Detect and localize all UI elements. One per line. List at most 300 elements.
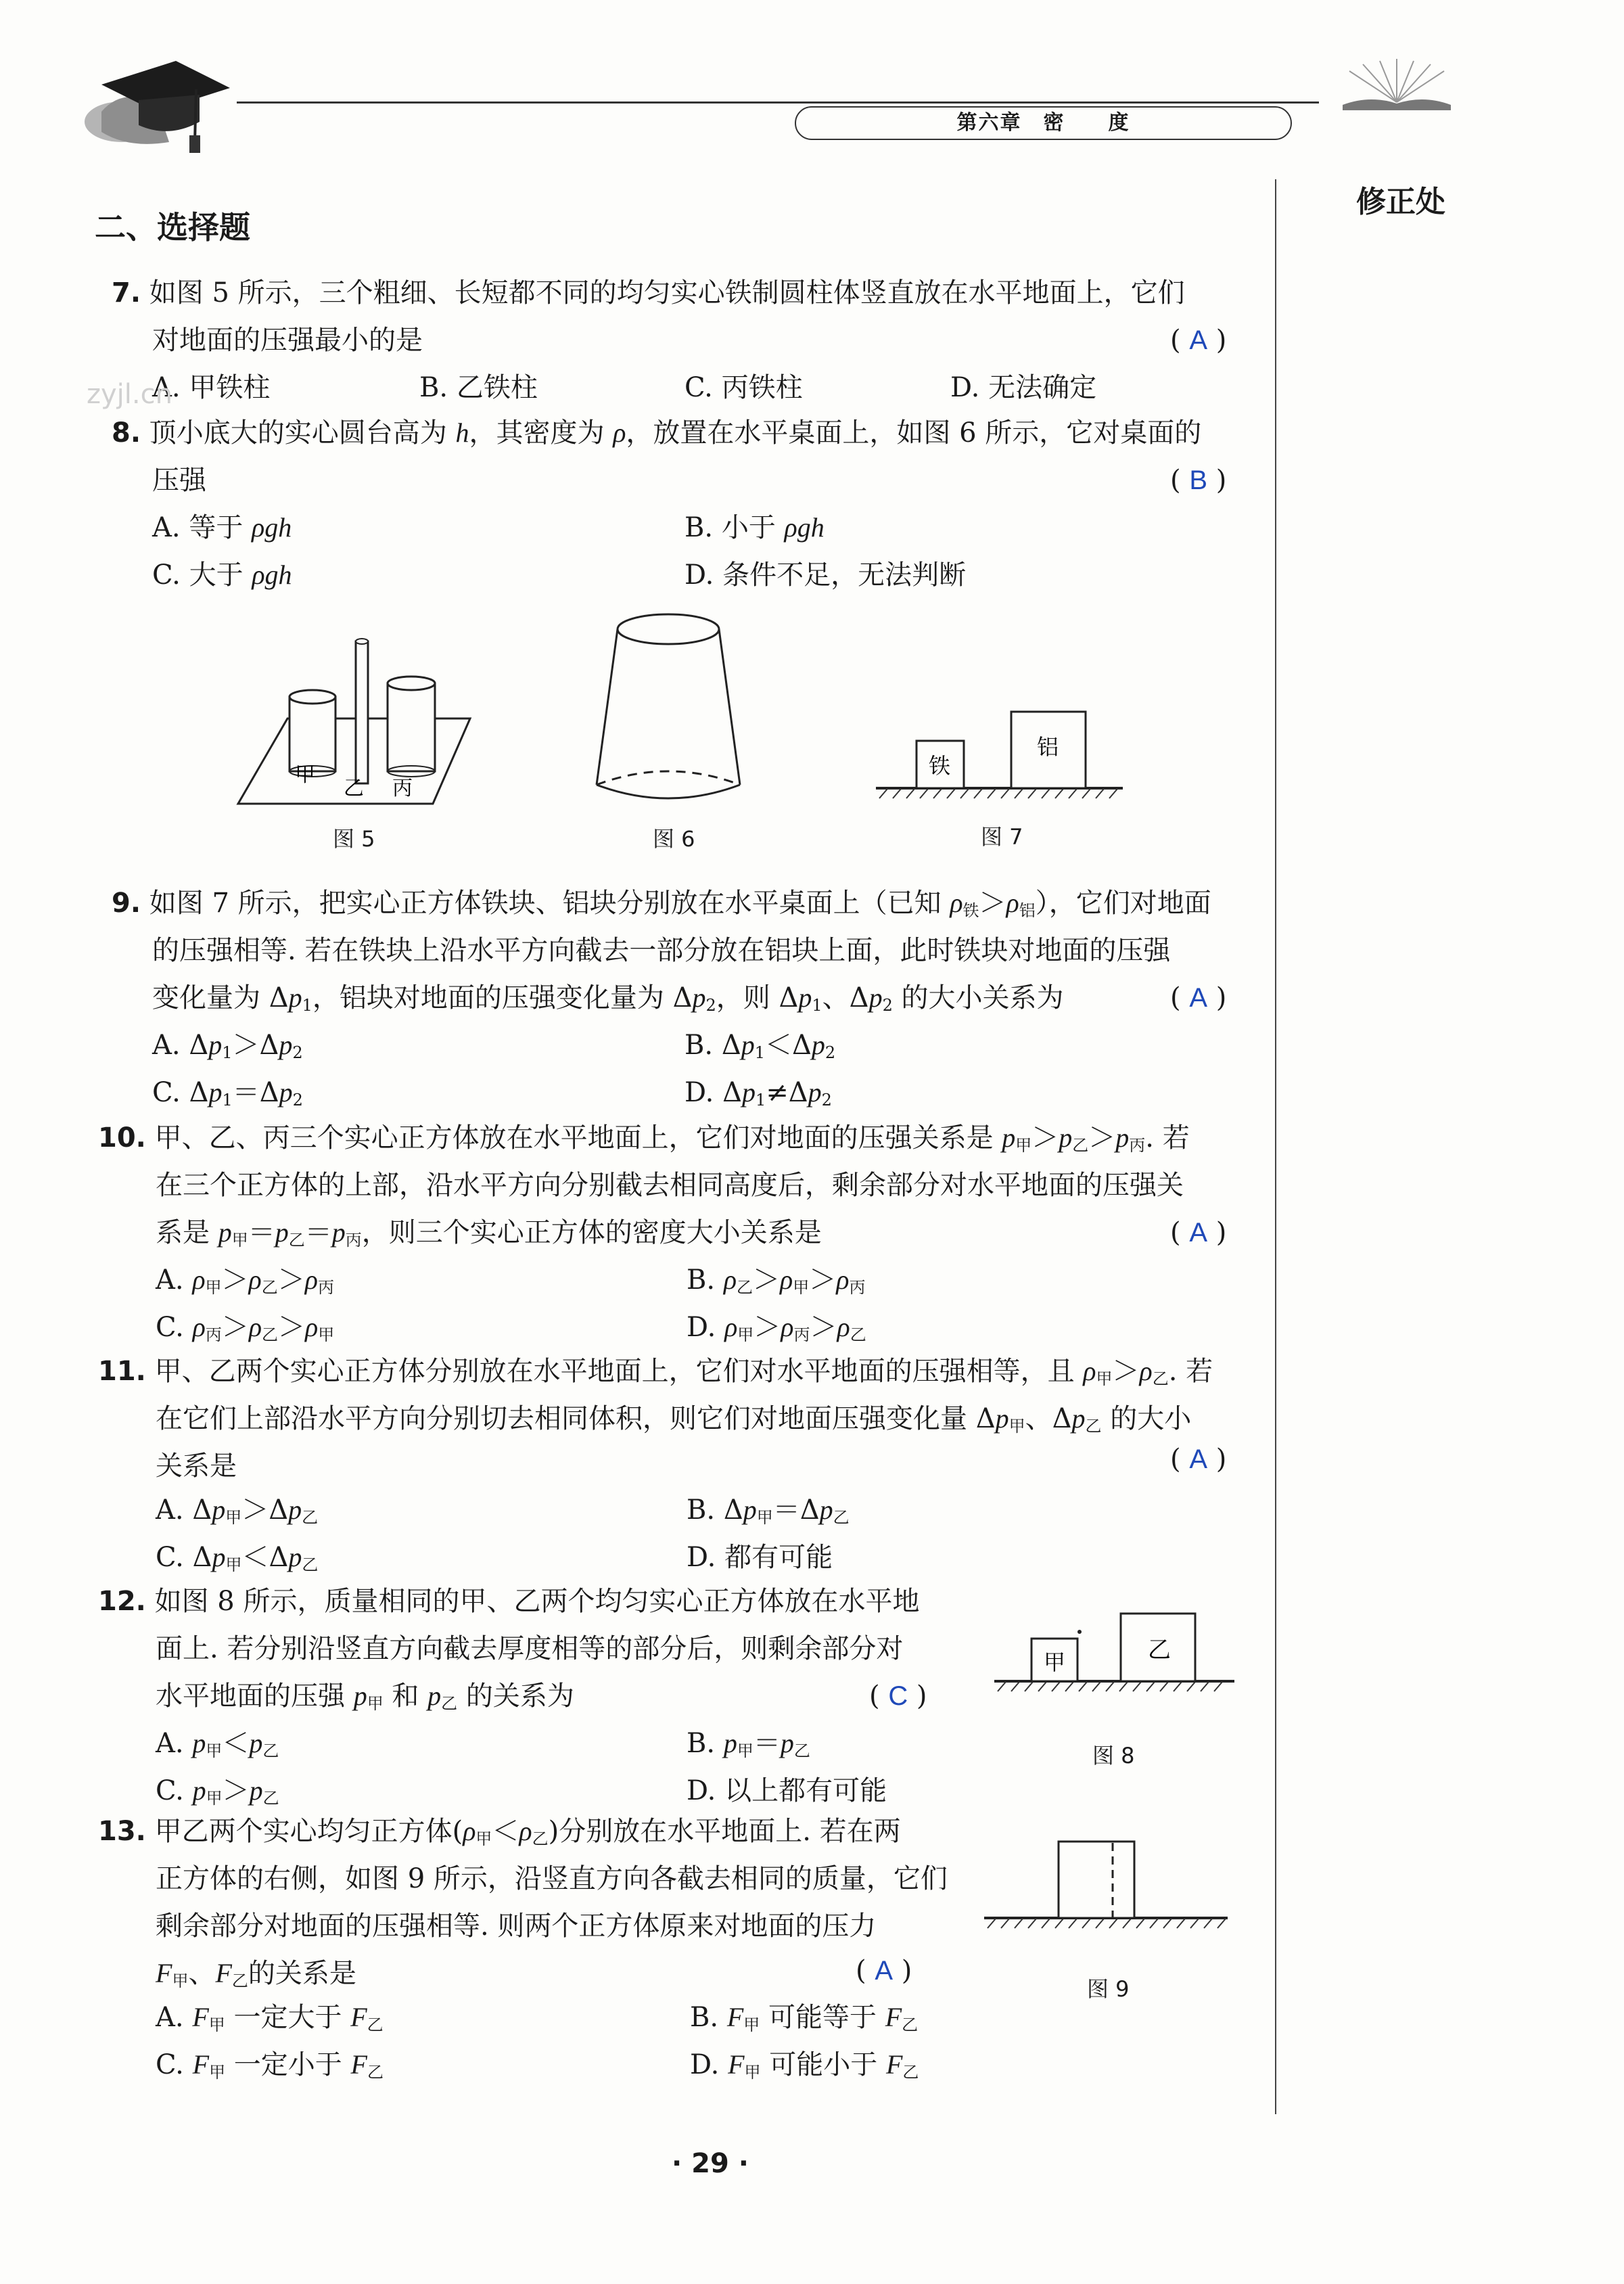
subscript: 乙 — [302, 1508, 319, 1527]
subscript: 铝 — [1019, 901, 1036, 920]
subscript: 甲 — [209, 2063, 226, 2082]
label-jia: 甲 — [295, 763, 315, 787]
answer-bracket-10: ( A ) — [1170, 1217, 1227, 1248]
subscript: 1 — [755, 1091, 766, 1110]
subscript: 乙 — [262, 1325, 279, 1344]
symbol: F — [192, 2049, 210, 2080]
text: ，则三个实心正方体的密度大小关系是 — [361, 1217, 822, 1248]
question-10 — [98, 1114, 1190, 1169]
subscript: 乙 — [793, 1741, 810, 1760]
text: 的大小关系为 — [892, 982, 1064, 1013]
symbol: p — [1059, 1122, 1073, 1153]
subscript: 乙 — [833, 1508, 850, 1527]
symbol: ρ — [463, 1816, 476, 1846]
option-b — [690, 1994, 918, 2049]
subscript: 甲 — [208, 2015, 225, 2034]
symbol: p — [798, 982, 812, 1013]
text: ＞ — [1112, 1356, 1140, 1387]
question-12 — [98, 1578, 919, 1625]
symbol: p — [868, 982, 883, 1013]
question-7 — [112, 269, 1185, 317]
symbol: F — [350, 2049, 367, 2080]
text: ＝ — [772, 1494, 800, 1526]
text: B. Δ — [685, 1030, 741, 1061]
section-title: 二、选择题 — [95, 209, 250, 246]
option-d — [690, 2041, 919, 2096]
text: 甲、乙、丙三个实心正方体放在水平地面上，它们对地面的压强关系是 — [154, 1122, 1002, 1154]
subscript: 甲 — [1008, 1417, 1025, 1436]
symbol: p — [819, 1494, 833, 1525]
text: ＜ — [492, 1816, 519, 1847]
text: Δ — [269, 1542, 289, 1573]
subscript: 乙 — [367, 2063, 384, 2082]
subscript: 1 — [302, 996, 312, 1015]
answer: A — [875, 1956, 894, 1986]
text: 可能等于 — [760, 2002, 885, 2033]
option-a — [152, 1022, 303, 1076]
label-yi: 乙 — [1148, 1637, 1171, 1664]
symbol: p — [208, 1030, 223, 1060]
subscript: 2 — [292, 1043, 303, 1062]
text: 水平地面的压强 — [156, 1681, 354, 1712]
subscript: 1 — [812, 996, 822, 1015]
question-9-line3 — [152, 974, 1064, 1029]
symbol: p — [1071, 1403, 1086, 1434]
subscript: 丙 — [205, 1325, 222, 1344]
option-c — [156, 2041, 384, 2096]
question-11 — [98, 1348, 1213, 1402]
subscript: 乙 — [231, 1971, 248, 1990]
option-c — [152, 551, 292, 599]
text: ＞ — [232, 1030, 260, 1061]
subscript: 乙 — [262, 1741, 279, 1760]
figure-9 — [981, 1833, 1231, 1942]
text: Δ — [788, 1077, 808, 1108]
option-b — [687, 1720, 810, 1775]
text: ，放置在水平桌面上，如图 6 所示，它对桌面的 — [626, 417, 1202, 449]
answer-bracket-8: ( B ) — [1170, 465, 1227, 496]
text: ＜ — [222, 1728, 250, 1759]
option-b — [687, 1256, 865, 1311]
option-b — [685, 504, 825, 551]
symbol: p — [275, 1217, 289, 1248]
question-number: 11. — [98, 1356, 146, 1387]
subscript: 乙 — [902, 2015, 919, 2034]
text: B. Δ — [687, 1494, 743, 1526]
subscript: 乙 — [850, 1325, 866, 1344]
question-9 — [112, 880, 1211, 934]
symbol: ρ — [192, 1312, 206, 1342]
symbol: p — [249, 1775, 263, 1806]
symbol: p — [995, 1403, 1009, 1434]
text: Δ — [269, 1494, 289, 1526]
subscript: 1 — [222, 1043, 233, 1062]
header-rule — [237, 101, 1319, 104]
text: C. Δ — [156, 1542, 212, 1573]
symbol: p — [288, 1494, 302, 1525]
text: 、Δ — [822, 982, 869, 1013]
symbol: ρ — [248, 1312, 262, 1342]
text: ，其密度为 — [469, 417, 613, 449]
subscript: 甲 — [744, 2063, 761, 2082]
question-number: 12. — [98, 1586, 146, 1617]
text: ，铝块对地面的压强变化量为 Δ — [312, 982, 693, 1013]
symbol: ρ — [837, 1312, 850, 1342]
symbol: p — [692, 982, 706, 1013]
text: B. — [687, 1728, 716, 1759]
symbol: p — [780, 1728, 794, 1758]
sidebar-title: 修正处 — [1356, 185, 1445, 219]
symbol: p — [279, 1030, 293, 1060]
symbol: p — [279, 1077, 293, 1107]
subscript: 甲 — [206, 1741, 223, 1760]
symbol: p — [218, 1217, 232, 1248]
subscript: 乙 — [302, 1555, 319, 1574]
text: . 若 — [1168, 1356, 1213, 1387]
text: Δ — [792, 1030, 812, 1061]
page-number: · 29 · — [672, 2148, 749, 2179]
option-a: A. 甲铁柱 — [152, 372, 271, 403]
subscript: 甲 — [793, 1278, 810, 1297]
text: A. 等于 — [152, 512, 252, 543]
answer-bracket-11: ( A ) — [1170, 1444, 1227, 1475]
text: Δ — [259, 1030, 279, 1061]
text: 可能小于 — [760, 2049, 886, 2080]
symbol: p — [192, 1728, 206, 1758]
subscript: 乙 — [262, 1789, 279, 1808]
subscript: 2 — [705, 996, 716, 1015]
subscript: 丙 — [345, 1231, 362, 1250]
symbol: p — [723, 1728, 737, 1758]
subscript: 乙 — [532, 1829, 549, 1848]
label-bing: 丙 — [392, 777, 413, 800]
label-yi: 乙 — [344, 777, 364, 800]
subscript: 甲 — [206, 1789, 223, 1808]
question-12-line2: 面上. 若分别沿竖直方向截去厚度相等的部分后，则剩余部分对 — [156, 1633, 904, 1664]
subscript: 2 — [821, 1091, 832, 1110]
subscript: 2 — [882, 996, 893, 1015]
question-13-line2: 正方体的右侧，如图 9 所示，沿竖直方向各截去相同的质量，它们 — [156, 1863, 948, 1894]
answer: A — [1189, 983, 1208, 1013]
symbol: p — [249, 1728, 263, 1758]
graduation-cap-icon — [74, 47, 237, 162]
symbol: ρ — [1083, 1356, 1096, 1386]
answer-bracket-9: ( A ) — [1170, 982, 1227, 1013]
figure-6-caption: 图 6 — [653, 826, 695, 852]
label-jia: 甲 — [1044, 1649, 1066, 1675]
subscript: 甲 — [1096, 1369, 1113, 1388]
option-d: D. 条件不足，无法判断 — [685, 559, 967, 591]
symbol-h: h — [455, 417, 469, 448]
symbol-rho: ρ — [613, 417, 626, 448]
symbol: p — [808, 1077, 822, 1107]
question-11-line2 — [156, 1395, 1191, 1450]
text: ＞ — [241, 1494, 269, 1526]
subscript: 乙 — [367, 2015, 384, 2034]
question-7-line2: 对地面的压强最小的是 — [152, 325, 423, 356]
answer-bracket-12: ( C ) — [869, 1681, 927, 1712]
text: B. — [687, 1264, 716, 1296]
text: ＝ — [248, 1217, 275, 1248]
symbol: ρ — [305, 1312, 319, 1342]
subscript: 甲 — [367, 1694, 384, 1713]
symbol-rho: ρ — [1006, 888, 1019, 918]
text: Δ — [259, 1077, 279, 1108]
question-11-line3: 关系是 — [156, 1451, 237, 1482]
subscript: 甲 — [737, 1741, 753, 1760]
text: 甲、乙两个实心正方体分别放在水平地面上，它们对水平地面的压强相等，且 — [154, 1356, 1084, 1387]
option-b: B. 乙铁柱 — [419, 372, 538, 403]
text: ＞ — [810, 1312, 837, 1343]
answer-bracket-13: ( A ) — [856, 1955, 912, 1986]
question-10-line2: 在三个正方体的上部，沿水平方向分别截去相同高度后，剩余部分对水平地面的压强关 — [156, 1170, 1184, 1201]
question-9-line2: 的压强相等. 若在铁块上沿水平方向截去一部分放在铝块上面，此时铁块对地面的压强 — [152, 935, 1171, 966]
text: A. Δ — [152, 1030, 209, 1061]
symbol: p — [331, 1217, 346, 1248]
option-b — [685, 1022, 835, 1076]
figure-8 — [991, 1603, 1238, 1698]
label-lv: 铝 — [1037, 734, 1059, 760]
subscript: 2 — [825, 1043, 836, 1062]
symbol: p — [288, 982, 302, 1013]
symbol: F — [728, 2049, 745, 2080]
symbol: p — [427, 1681, 442, 1711]
text: 一定大于 — [225, 2002, 351, 2033]
subscript: 丙 — [317, 1278, 334, 1297]
symbol: p — [1115, 1122, 1130, 1153]
figure-7-caption: 图 7 — [981, 824, 1023, 850]
label-tie: 铁 — [929, 753, 951, 779]
option-d: D. 以上都有可能 — [687, 1775, 887, 1806]
text: ＞ — [221, 1312, 249, 1343]
figure-5-caption: 图 5 — [333, 826, 375, 852]
subscript: 乙 — [261, 1278, 278, 1297]
text: A. — [156, 1264, 184, 1296]
question-number: 10. — [98, 1122, 146, 1154]
text: ＞ — [979, 888, 1006, 919]
symbol: p — [212, 1494, 226, 1525]
question-text: 如图 5 所示，三个粗细、长短都不同的均匀实心铁制圆柱体竖直放在水平地面上，它们 — [149, 277, 1185, 309]
answer: C — [888, 1681, 908, 1711]
subscript: 乙 — [288, 1231, 305, 1250]
text: ＞ — [809, 1264, 837, 1296]
symbol: F — [215, 1958, 232, 1988]
subscript: 甲 — [225, 1508, 242, 1527]
subscript: 铁 — [962, 901, 979, 920]
text: 如图 8 所示，质量相同的甲、乙两个均匀实心正方体放在水平地 — [154, 1586, 920, 1617]
text: D. — [687, 1312, 716, 1343]
symbol: ρ — [723, 1264, 737, 1295]
symbol: p — [192, 1775, 206, 1806]
text: ＝ — [232, 1077, 260, 1108]
symbol: p — [208, 1077, 223, 1107]
symbol: ρ — [836, 1264, 850, 1295]
text: ），它们对地面 — [1035, 888, 1211, 919]
symbol: p — [288, 1542, 302, 1572]
answer-bracket-7: ( A ) — [1170, 325, 1227, 356]
watermark: zyjl.cn — [87, 379, 172, 410]
subscript: 甲 — [1015, 1136, 1032, 1155]
subscript: 乙 — [1072, 1136, 1089, 1155]
option-a — [156, 1256, 334, 1311]
symbol: ρ — [780, 1264, 793, 1295]
figure-7 — [873, 704, 1126, 805]
answer: B — [1189, 465, 1208, 495]
subscript: 2 — [292, 1091, 303, 1110]
subscript: 1 — [754, 1043, 765, 1062]
subscript: 甲 — [225, 1555, 242, 1574]
symbol: F — [156, 1958, 172, 1988]
subscript: 甲 — [743, 2015, 760, 2034]
symbol: F — [726, 2002, 744, 2032]
symbol: F — [885, 2002, 902, 2032]
text: ＞ — [222, 1775, 250, 1806]
text: ＞ — [277, 1264, 305, 1296]
text: ＞ — [753, 1264, 781, 1296]
text: . 若 — [1145, 1122, 1190, 1154]
question-number: 8. — [112, 417, 141, 449]
text: 、Δ — [1025, 1403, 1072, 1434]
option-a — [156, 1994, 384, 2049]
symbol: ρ — [519, 1816, 532, 1846]
text: D. — [690, 2049, 720, 2080]
option-d: D. 无法确定 — [950, 372, 1097, 403]
text: ＜ — [241, 1542, 269, 1573]
text: C. — [156, 2049, 184, 2080]
subscript: 乙 — [1152, 1369, 1169, 1388]
symbol: p — [212, 1542, 226, 1572]
answer: A — [1189, 1218, 1208, 1248]
text: 的关系为 — [457, 1681, 574, 1712]
symbol: F — [192, 2002, 209, 2032]
subscript: 乙 — [441, 1694, 458, 1713]
subscript: 甲 — [205, 1278, 222, 1297]
text: A. Δ — [156, 1494, 212, 1526]
text: 的关系是 — [248, 1958, 356, 1989]
symbol: ρ — [192, 1264, 206, 1295]
option-c: C. 丙铁柱 — [685, 372, 803, 403]
text: 系是 — [156, 1217, 218, 1248]
text: ＝ — [753, 1728, 781, 1759]
text: 的大小 — [1101, 1403, 1192, 1434]
text: 顶小底大的实心圆台高为 — [149, 417, 456, 449]
answer: A — [1189, 325, 1208, 355]
subscript: 甲 — [318, 1325, 335, 1344]
text: C. Δ — [152, 1077, 209, 1108]
symbol: p — [353, 1681, 367, 1711]
question-10-line3 — [156, 1209, 822, 1264]
text: Δ — [799, 1494, 820, 1526]
option-b — [687, 1486, 850, 1541]
text: ，则 Δ — [716, 982, 799, 1013]
symbol: p — [1002, 1122, 1016, 1153]
question-8 — [112, 409, 1201, 457]
text: 、 — [188, 1958, 216, 1989]
text: 一定小于 — [225, 2049, 351, 2080]
text: B. — [690, 2002, 719, 2033]
text: 如图 7 所示，把实心正方体铁块、铝块分别放在水平桌面上（已知 — [149, 888, 950, 919]
text: A. — [156, 2002, 184, 2033]
text: ＞ — [1031, 1122, 1059, 1154]
text: ＞ — [753, 1312, 781, 1343]
subscript: 丙 — [793, 1325, 810, 1344]
figure-8-caption: 图 8 — [1092, 1743, 1135, 1768]
symbol: ρ — [248, 1264, 262, 1295]
subscript: 甲 — [737, 1325, 754, 1344]
text: ＞ — [1088, 1122, 1116, 1154]
symbol: p — [811, 1030, 825, 1060]
margin-divider — [1275, 179, 1276, 2114]
subscript: 甲 — [231, 1231, 248, 1250]
symbol: ρgh — [252, 559, 292, 590]
text: ≠ — [766, 1077, 789, 1108]
question-8-line2: 压强 — [152, 465, 206, 496]
symbol: ρ — [781, 1312, 794, 1342]
subscript: 甲 — [475, 1829, 492, 1848]
symbol: p — [741, 1030, 755, 1060]
symbol: p — [741, 1077, 756, 1107]
option-d: D. 都有可能 — [687, 1542, 833, 1573]
subscript: 甲 — [172, 1971, 189, 1990]
symbol: ρ — [1139, 1356, 1153, 1386]
chapter-title: 第六章 密 度 — [956, 111, 1130, 135]
text: ＜ — [765, 1030, 792, 1061]
text: C. — [156, 1775, 184, 1806]
figure-6 — [588, 609, 744, 812]
text: A. — [156, 1728, 184, 1759]
symbol: ρgh — [784, 512, 825, 543]
text: 和 — [383, 1681, 428, 1712]
symbol: ρgh — [252, 512, 292, 543]
question-12-line3 — [156, 1672, 574, 1727]
symbol-rho: ρ — [950, 888, 963, 918]
figure-9-caption: 图 9 — [1087, 1976, 1130, 2002]
text: )分别放在水平地面上. 若在两 — [548, 1816, 901, 1847]
subscript: 乙 — [902, 2063, 919, 2082]
question-number: 7. — [112, 277, 141, 309]
symbol: ρ — [724, 1312, 738, 1342]
answer: A — [1189, 1444, 1208, 1474]
option-a — [152, 504, 292, 551]
subscript: 1 — [222, 1091, 233, 1110]
text: 变化量为 Δ — [152, 982, 289, 1013]
question-13-line3: 剩余部分对地面的压强相等. 则两个正方体原来对地面的压力 — [156, 1911, 877, 1942]
question-13 — [98, 1808, 901, 1863]
subscript: 乙 — [1085, 1417, 1102, 1436]
text: 在它们上部沿水平方向分别切去相同体积，则它们对地面压强变化量 Δ — [156, 1403, 996, 1434]
subscript: 丙 — [1129, 1136, 1146, 1155]
open-book-icon — [1336, 58, 1458, 112]
subscript: 丙 — [849, 1278, 866, 1297]
question-number: 13. — [98, 1816, 146, 1847]
text: C. 大于 — [152, 559, 252, 591]
symbol: F — [885, 2049, 903, 2080]
text: B. 小于 — [685, 512, 785, 543]
subscript: 甲 — [756, 1508, 773, 1527]
text: D. Δ — [685, 1077, 742, 1108]
text: ＞ — [221, 1264, 249, 1296]
text: C. — [156, 1312, 184, 1343]
symbol: p — [743, 1494, 757, 1525]
symbol: ρ — [304, 1264, 318, 1295]
text: 甲乙两个实心均匀正方体( — [154, 1816, 463, 1847]
text: ＝ — [304, 1217, 332, 1248]
symbol: F — [350, 2002, 367, 2032]
text: ＞ — [278, 1312, 306, 1343]
figure-5 — [230, 629, 487, 808]
subscript: 乙 — [737, 1278, 753, 1297]
option-a — [156, 1720, 279, 1775]
